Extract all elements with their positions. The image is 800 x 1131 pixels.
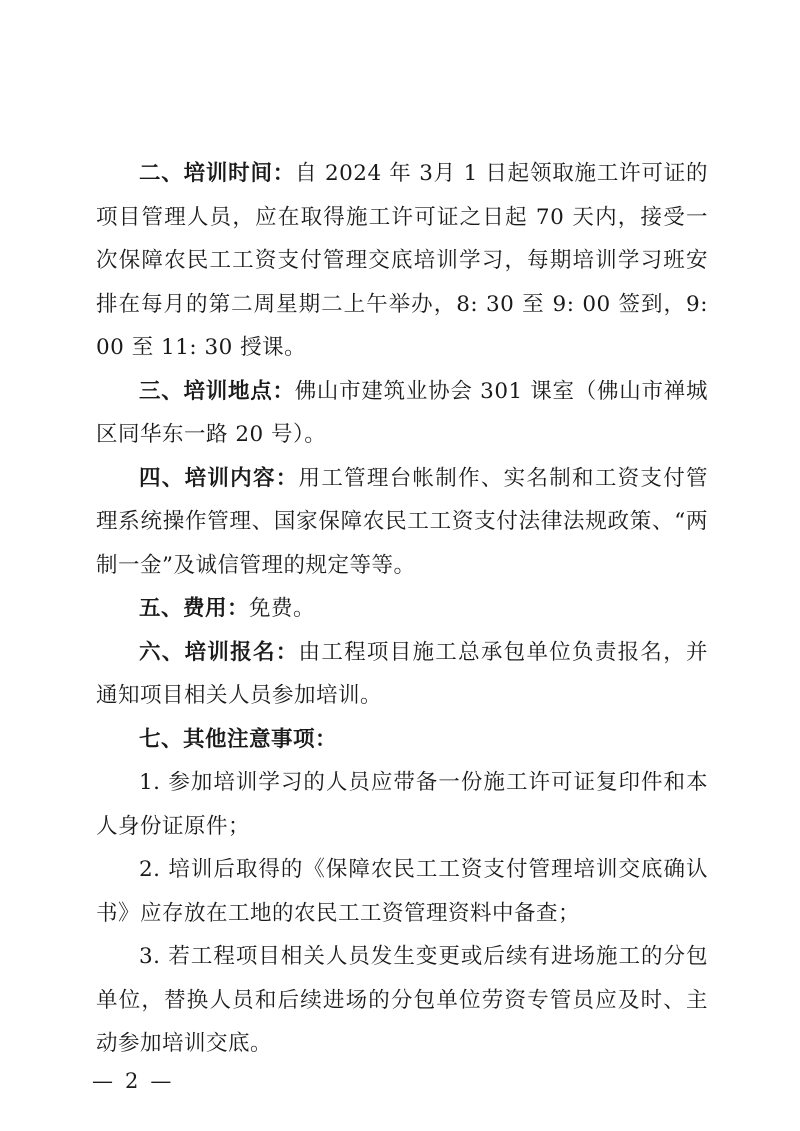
section-text: 佛山市建筑业协会 301 课室（佛山市禅城区同华东一路 20 号）。 — [96, 378, 708, 447]
section-heading: 三、培训地点： — [139, 378, 295, 404]
page-number-dash-left: — — [92, 1069, 113, 1093]
section-training-time — [96, 152, 708, 370]
note-item-3: 3. 若工程项目相关人员发生变更或后续有进场施工的分包单位，替换人员和后续进场的分包单位劳资专管员应及时、主动参加培训交底。 — [96, 944, 708, 1056]
section-heading: 五、费用： — [139, 596, 250, 621]
section-training-location — [96, 370, 708, 457]
section-text: 免费。 — [249, 596, 316, 621]
section-training-content — [96, 457, 708, 588]
document-body — [96, 152, 708, 1066]
section-fees — [96, 587, 708, 631]
section-heading: 六、培训报名： — [139, 639, 299, 665]
note-item-2: 2. 培训后取得的《保障农民工工资支付管理培训交底确认书》应存放在工地的农民工工资管理资料中备查； — [96, 857, 708, 926]
section-heading: 四、培训内容： — [139, 465, 299, 491]
note-item-1: 1. 参加培训学习的人员应带备一份施工许可证复印件和本人身份证原件； — [96, 770, 708, 839]
section-heading: 二、培训时间： — [139, 161, 296, 186]
section-other-notes — [96, 718, 708, 762]
section-heading: 七、其他注意事项： — [139, 726, 338, 752]
section-text: 用工管理台帐制作、实名制和工资支付管理系统操作管理、国家保障农民工工资支付法律法规政策、“两制一金”及诚信管理的规定等等。 — [96, 465, 708, 578]
page-number-value: 2 — [125, 1069, 139, 1093]
section-text: 自 2024 年 3月 1 日起领取施工许可证的项目管理人员，应在取得施工许可证之日起 70 天内，接受一次保障农民工工资支付管理交底培训学习，每期培训学习班安排在每月的第二周星期二上午举办，8: 30 至 9: 00 签到，9: 00 至 11: 30 授课。 — [96, 161, 708, 360]
page-number-dash-right: — — [150, 1069, 172, 1093]
page-number — [92, 1066, 171, 1096]
section-text: 由工程项目施工总承包单位负责报名，并通知项目相关人员参加培训。 — [96, 639, 708, 708]
section-registration — [96, 631, 708, 718]
